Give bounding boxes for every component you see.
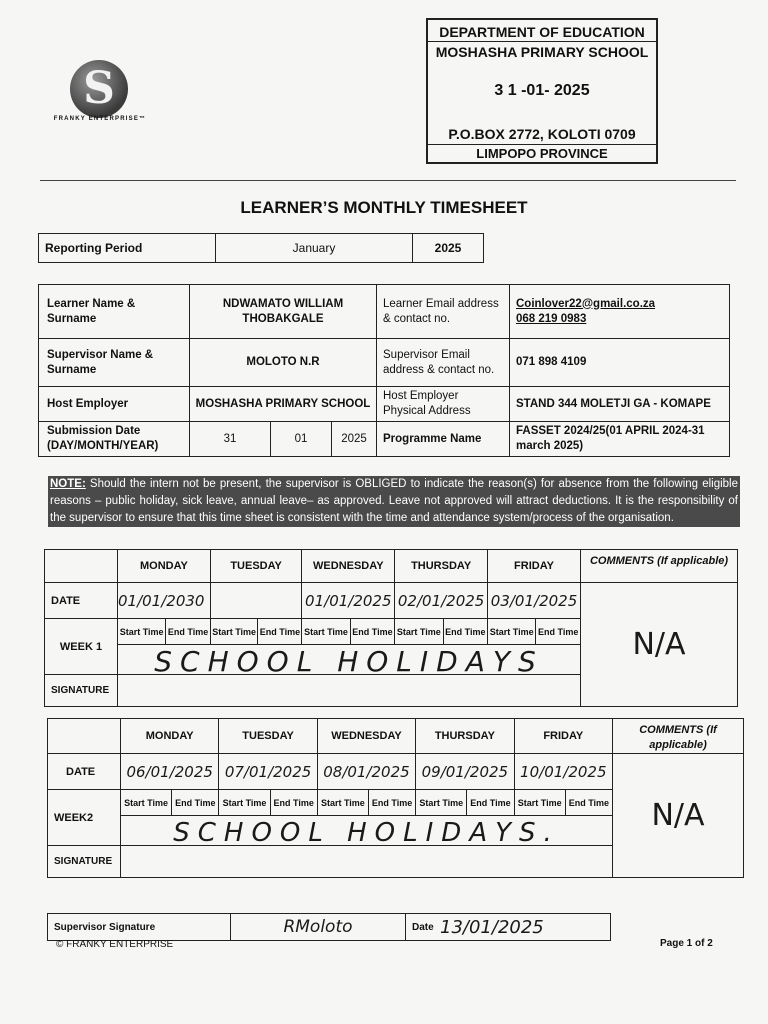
supervisor-name-label: Supervisor Name & Surname [39,339,190,387]
week2-fri-end: End Time [565,790,612,816]
note-text: Should the intern not be present, the supervisor is OBLIGED to indicate the reason(s) for absence from the following eligible reasons – public holiday, sick leave, annual leave– as approved. Leave not approved will attract deductions. It is the responsibility of the supervisor to ensure that this time sheet is consistent with the time and attendance system/process of the organisation. [50,478,738,524]
week2-friday-header: FRIDAY [514,719,612,754]
week1-thursday-date: 02/01/2025 [395,583,488,619]
week1-wednesday-date: 01/01/2025 [302,583,395,619]
header-divider [40,180,736,181]
week2-fri-start: Start Time [514,790,565,816]
reporting-period-table [38,233,484,263]
week2-date-label: DATE [48,754,121,790]
host-employer-label: Host Employer [39,387,190,422]
week2-school-holidays: SCHOOL HOLIDAYS. [121,816,613,846]
attendance-note [48,476,740,527]
week1-thu-end: End Time [443,619,488,645]
stamp-province: LIMPOPO PROVINCE [428,144,656,161]
week1-mon-start: Start Time [118,619,166,645]
stamp-department: DEPARTMENT OF EDUCATION [428,24,656,42]
week1-label: WEEK 1 [45,619,118,675]
note-prefix: NOTE: [50,478,86,490]
programme-name-label: Programme Name [377,422,510,457]
week2-thursday-header: THURSDAY [416,719,514,754]
week2-comment: N/A [613,754,744,878]
week1-mon-end: End Time [166,619,211,645]
supervisor-email-label: Supervisor Email address & contact no. [377,339,510,387]
week1-table [44,549,738,707]
week2-tuesday-header: TUESDAY [219,719,317,754]
page-title: LEARNER’S MONTHLY TIMESHEET [240,198,528,217]
week1-comment: N/A [581,583,738,707]
week1-date-label: DATE [45,583,118,619]
week2-monday-date: 06/01/2025 [121,754,219,790]
week2-signature-cell [121,846,613,878]
week1-signature-cell [118,675,581,707]
week2-mon-start: Start Time [121,790,172,816]
learner-email-value: Coinlover22@gmail.co.za [516,297,656,310]
logo-brand-text: FRANKY ENTERPRISE™ [53,116,147,122]
week1-monday-date: 01/01/2030 [118,583,211,619]
week1-signature-label: SIGNATURE [45,675,118,707]
week1-wed-end: End Time [350,619,395,645]
week2-friday-date: 10/01/2025 [514,754,612,790]
supervisor-signature-label: Supervisor Signature [48,914,231,941]
signoff-date-value: 13/01/2025 [440,914,611,941]
week1-tuesday-header: TUESDAY [210,550,302,583]
learner-contact-cell [510,285,730,339]
supervisor-signoff-table [47,913,611,941]
submission-date-label: Submission Date (DAY/MONTH/YEAR) [39,422,190,457]
week2-tuesday-date: 07/01/2025 [219,754,317,790]
week1-fri-end: End Time [536,619,581,645]
stamp-school: MOSHASHA PRIMARY SCHOOL [435,44,649,60]
week2-wed-end: End Time [368,790,415,816]
host-employer-value: MOSHASHA PRIMARY SCHOOL [190,387,377,422]
week2-label: WEEK2 [48,790,121,846]
host-address-value: STAND 344 MOLETJI GA - KOMAPE [510,387,730,422]
week1-comments-header: COMMENTS (If applicable) [581,550,738,583]
week2-wednesday-header: WEDNESDAY [317,719,415,754]
supervisor-name-value: MOLOTO N.R [190,339,377,387]
week1-tuesday-date [210,583,302,619]
school-stamp [426,18,658,164]
week2-wed-start: Start Time [317,790,368,816]
supervisor-signature: RMoloto [231,914,406,941]
week1-thursday-header: THURSDAY [395,550,488,583]
week2-thursday-date: 09/01/2025 [416,754,514,790]
learner-name-value: NDWAMATO WILLIAM THOBAKGALE [190,285,377,339]
week1-wed-start: Start Time [302,619,350,645]
week2-thu-end: End Time [467,790,514,816]
stamp-address: P.O.BOX 2772, KOLOTI 0709 [448,126,636,142]
week2-tue-end: End Time [270,790,317,816]
reporting-period-label: Reporting Period [39,234,216,263]
week2-signature-label: SIGNATURE [48,846,121,878]
week1-fri-start: Start Time [488,619,536,645]
week1-friday-date: 03/01/2025 [488,583,581,619]
week1-tue-end: End Time [258,619,302,645]
week2-thu-start: Start Time [416,790,467,816]
week1-tue-start: Start Time [210,619,258,645]
footer-copyright: © FRANKY ENTERPRISE [56,939,174,950]
week2-wednesday-date: 08/01/2025 [317,754,415,790]
programme-name-value: FASSET 2024/25(01 APRIL 2024-31 march 2025) [510,422,730,457]
week2-monday-header: MONDAY [121,719,219,754]
week1-monday-header: MONDAY [118,550,211,583]
week1-school-holidays: SCHOOL HOLIDAYS [118,645,581,675]
submission-year: 2025 [332,422,377,457]
logo-mark: S [83,63,115,114]
learner-email-label: Learner Email address & contact no. [377,285,510,339]
week2-table [47,718,744,878]
learner-name-label: Learner Name & Surname [39,285,190,339]
week2-mon-end: End Time [172,790,219,816]
week1-thu-start: Start Time [395,619,443,645]
week2-comments-header: COMMENTS (If applicable) [613,719,744,754]
reporting-month: January [216,234,413,263]
supervisor-phone-value: 071 898 4109 [510,339,730,387]
week1-friday-header: FRIDAY [488,550,581,583]
week1-wednesday-header: WEDNESDAY [302,550,395,583]
footer-page-number: Page 1 of 2 [660,938,713,949]
learner-phone-value: 068 219 0983 [516,312,587,325]
submission-month: 01 [271,422,332,457]
week2-tue-start: Start Time [219,790,270,816]
signoff-date-label: Date [406,914,441,941]
stamp-date: 3 1 -01- 2025 [494,82,590,99]
host-address-label: Host Employer Physical Address [377,387,510,422]
learner-info-table [38,284,730,457]
reporting-year: 2025 [413,234,484,263]
submission-day: 31 [190,422,271,457]
